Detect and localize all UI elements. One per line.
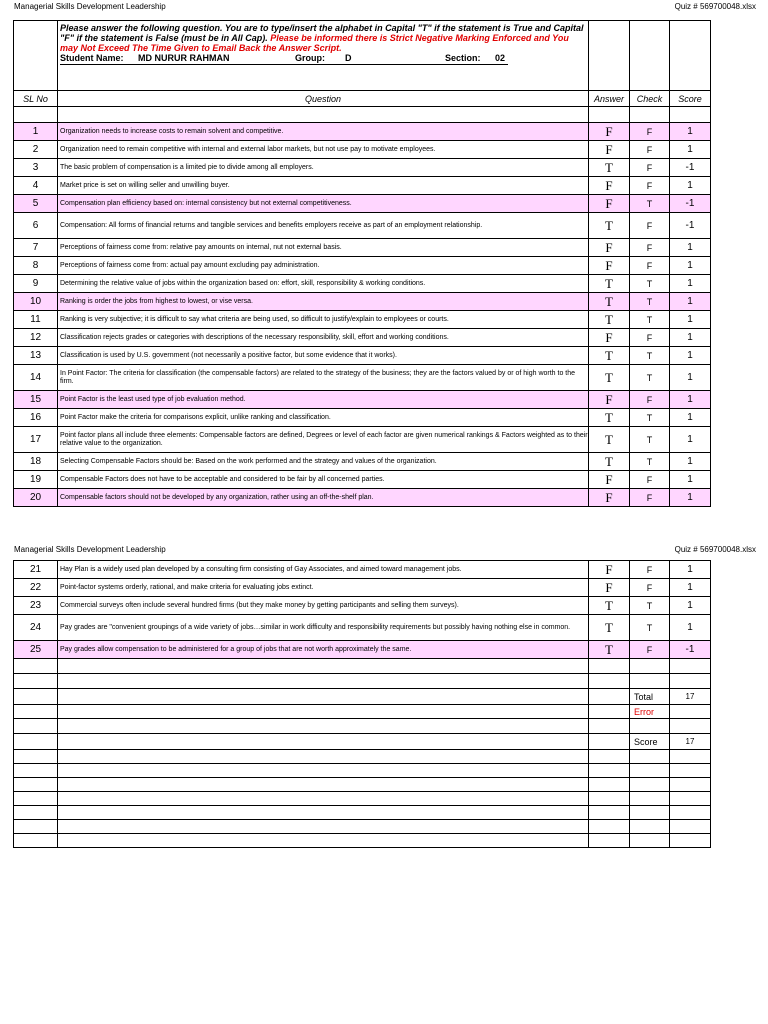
score-value: -1	[670, 213, 711, 239]
answer-field[interactable]: T	[589, 275, 630, 293]
check-value: F	[630, 177, 670, 195]
answer-field[interactable]: F	[589, 123, 630, 141]
check-value: T	[630, 365, 670, 391]
col-score-header: Score	[670, 91, 711, 107]
answer-field[interactable]: F	[589, 579, 630, 597]
check-value: F	[630, 641, 670, 659]
check-value: F	[630, 257, 670, 275]
empty-row	[14, 750, 711, 764]
question-row	[14, 615, 711, 641]
score-value: -1	[670, 195, 711, 213]
check-value: T	[630, 409, 670, 427]
question-number: 14	[14, 365, 58, 391]
section-value: 02	[495, 53, 506, 63]
column-header-row	[14, 91, 711, 107]
question-row	[14, 257, 711, 275]
score-value: 1	[670, 141, 711, 159]
question-text: Point factor plans all include three elements: Compensable factors are defined, Degrees or level of each factor are given numerical rankings & Factors weighted as to their relative value to the organization.	[58, 427, 589, 453]
check-value: F	[630, 579, 670, 597]
check-value: F	[630, 489, 670, 507]
empty-row	[14, 806, 711, 820]
question-row	[14, 489, 711, 507]
score-value: 1	[670, 329, 711, 347]
answer-field[interactable]: T	[589, 453, 630, 471]
question-number: 19	[14, 471, 58, 489]
total-label: Total	[630, 689, 670, 705]
question-row	[14, 365, 711, 391]
score-value: 1	[670, 615, 711, 641]
col-sl-header: SL No	[14, 91, 58, 107]
answer-field[interactable]: T	[589, 213, 630, 239]
question-row	[14, 641, 711, 659]
answer-field[interactable]: F	[589, 141, 630, 159]
answer-field[interactable]: T	[589, 597, 630, 615]
question-number: 23	[14, 597, 58, 615]
score-value: 1	[670, 391, 711, 409]
empty-row	[14, 778, 711, 792]
score-value: 1	[670, 275, 711, 293]
summary-row-total	[14, 689, 711, 705]
summary-row-error	[14, 705, 711, 719]
sheet-title-2: Managerial Skills Development Leadership	[14, 545, 166, 554]
quiz-filename-2: Quiz # 569700048.xlsx	[674, 545, 756, 554]
question-text: Ranking is very subjective; it is difficult to say what criteria are being used, so difficult to justify/explain to employees or courts.	[58, 311, 589, 329]
answer-field[interactable]: F	[589, 561, 630, 579]
question-number: 21	[14, 561, 58, 579]
question-row	[14, 195, 711, 213]
question-number: 20	[14, 489, 58, 507]
answer-field[interactable]: T	[589, 365, 630, 391]
question-number: 7	[14, 239, 58, 257]
question-text: Organization needs to increase costs to remain solvent and competitive.	[58, 123, 589, 141]
question-row	[14, 329, 711, 347]
answer-field[interactable]: F	[589, 257, 630, 275]
question-row	[14, 409, 711, 427]
question-text: Hay Plan is a widely used plan developed by a consulting firm consisting of Gay Associates, and aimed toward management jobs.	[58, 561, 589, 579]
question-number: 17	[14, 427, 58, 453]
question-text: Pay grades are "convenient groupings of a wide variety of jobs…similar in work difficulty and responsibility requirements but possibly having nothing else in common.	[58, 615, 589, 641]
error-label: Error	[630, 705, 670, 719]
question-text: Perceptions of fairness come from: actual pay amount excluding pay administration.	[58, 257, 589, 275]
score-value: 1	[670, 489, 711, 507]
question-row	[14, 213, 711, 239]
score-value: 1	[670, 427, 711, 453]
question-number: 15	[14, 391, 58, 409]
score-value: 1	[670, 409, 711, 427]
quiz-table-page-1	[13, 20, 711, 507]
question-text: Classification rejects grades or categories with descriptions of the necessary responsibility, skill, effort and working conditions.	[58, 329, 589, 347]
score-value: 1	[670, 177, 711, 195]
question-text: Compensable factors should not be developed by any organization, rather using an off-the-shelf plan.	[58, 489, 589, 507]
check-value: T	[630, 195, 670, 213]
question-row	[14, 453, 711, 471]
answer-field[interactable]: T	[589, 311, 630, 329]
question-row	[14, 141, 711, 159]
student-info	[60, 53, 508, 65]
instructions	[58, 21, 588, 53]
score-value: 1	[670, 239, 711, 257]
quiz-filename: Quiz # 569700048.xlsx	[674, 2, 756, 11]
check-value: T	[630, 453, 670, 471]
score-value: 1	[670, 471, 711, 489]
instruction-text: Please answer the following question. You are to type/insert the alphabet in Capital "T" if the statement is True and Capital "F" if the statement is False (must be in All Cap).	[60, 23, 584, 43]
question-row	[14, 561, 711, 579]
empty-row	[14, 719, 711, 734]
answer-field[interactable]: F	[589, 195, 630, 213]
question-row	[14, 427, 711, 453]
quiz-table-page-2	[13, 560, 711, 848]
check-value: F	[630, 329, 670, 347]
check-value: F	[630, 213, 670, 239]
student-name-label: Student Name:	[60, 53, 124, 63]
question-text: Selecting Compensable Factors should be: Based on the work performed and the strategy and values of the organization.	[58, 453, 589, 471]
sheet-title: Managerial Skills Development Leadership	[14, 2, 166, 11]
question-number: 4	[14, 177, 58, 195]
check-value: T	[630, 615, 670, 641]
check-value: T	[630, 275, 670, 293]
group-value: D	[345, 53, 352, 63]
answer-field[interactable]: T	[589, 641, 630, 659]
score-value: 1	[670, 123, 711, 141]
question-row	[14, 177, 711, 195]
question-text: Classification is used by U.S. government (not necessarily a positive factor, but some evidence that it works).	[58, 347, 589, 365]
instruction-cell	[58, 21, 589, 91]
answer-field[interactable]: T	[589, 347, 630, 365]
question-text: Determining the relative value of jobs within the organization based on: effort, skill, responsibility & working conditions.	[58, 275, 589, 293]
answer-field[interactable]: T	[589, 409, 630, 427]
score-value: 17	[670, 734, 711, 750]
score-value: 1	[670, 365, 711, 391]
empty-row	[14, 674, 711, 689]
score-value: 1	[670, 561, 711, 579]
check-value: T	[630, 293, 670, 311]
score-value: 1	[670, 257, 711, 275]
empty-row	[14, 792, 711, 806]
answer-field[interactable]: T	[589, 159, 630, 177]
score-label: Score	[630, 734, 670, 750]
check-value: T	[630, 311, 670, 329]
summary-row-score	[14, 734, 711, 750]
warning-text: Please be informed there is Strict Negative Marking Enforced and You may Not Exceed The Time Given to Email Back the Answer Script.	[60, 33, 569, 53]
score-value: -1	[670, 159, 711, 177]
answer-field[interactable]: T	[589, 293, 630, 311]
question-text: Point-factor systems orderly, rational, and make criteria for evaluating jobs extinct.	[58, 579, 589, 597]
question-row	[14, 239, 711, 257]
question-row	[14, 123, 711, 141]
check-value: T	[630, 427, 670, 453]
question-text: Commercial surveys often include several hundred firms (but they make money by getting participants and selling them surveys).	[58, 597, 589, 615]
check-value: F	[630, 123, 670, 141]
question-row	[14, 471, 711, 489]
question-number: 2	[14, 141, 58, 159]
check-value: T	[630, 347, 670, 365]
question-row	[14, 311, 711, 329]
score-value: 1	[670, 453, 711, 471]
answer-field[interactable]: F	[589, 489, 630, 507]
question-text: Pay grades allow compensation to be administered for a group of jobs that are not worth approximately the same.	[58, 641, 589, 659]
question-text: Compensable Factors does not have to be acceptable and considered to be fair by all concerned parties.	[58, 471, 589, 489]
empty-row	[14, 834, 711, 848]
empty-row	[14, 820, 711, 834]
question-row	[14, 597, 711, 615]
question-text: Perceptions of fairness come from: relative pay amounts on internal, nut not external basis.	[58, 239, 589, 257]
score-value: 1	[670, 579, 711, 597]
empty-row	[14, 764, 711, 778]
score-value: 1	[670, 597, 711, 615]
question-number: 3	[14, 159, 58, 177]
score-value: 1	[670, 311, 711, 329]
question-text: In Point Factor: The criteria for classification (the compensable factors) are related to the strategy of the business; they are the factors valued by or of high worth to the firm.	[58, 365, 589, 391]
question-row	[14, 391, 711, 409]
question-number: 10	[14, 293, 58, 311]
question-number: 11	[14, 311, 58, 329]
question-number: 6	[14, 213, 58, 239]
col-check-header: Check	[630, 91, 670, 107]
answer-field[interactable]: F	[589, 239, 630, 257]
question-number: 9	[14, 275, 58, 293]
empty-row	[14, 659, 711, 674]
question-number: 16	[14, 409, 58, 427]
question-text: Market price is set on willing seller and unwilling buyer.	[58, 177, 589, 195]
question-number: 22	[14, 579, 58, 597]
group-label: Group:	[295, 53, 325, 63]
question-number: 25	[14, 641, 58, 659]
question-text: The basic problem of compensation is a limited pie to divide among all employers.	[58, 159, 589, 177]
check-value: F	[630, 471, 670, 489]
col-question-header: Question	[58, 91, 589, 107]
question-number: 18	[14, 453, 58, 471]
question-text: Compensation plan efficiency based on: internal consistency but not external competitiveness.	[58, 195, 589, 213]
check-value: F	[630, 159, 670, 177]
total-value: 17	[670, 689, 711, 705]
answer-field[interactable]: F	[589, 471, 630, 489]
question-number: 1	[14, 123, 58, 141]
answer-field[interactable]: T	[589, 427, 630, 453]
check-value: F	[630, 561, 670, 579]
score-value: -1	[670, 641, 711, 659]
answer-field[interactable]: F	[589, 177, 630, 195]
question-row	[14, 347, 711, 365]
check-value: F	[630, 141, 670, 159]
question-text: Compensation: All forms of financial returns and tangible services and benefits employers receive as part of an employment relationship.	[58, 213, 589, 239]
question-text: Point Factor is the least used type of job evaluation method.	[58, 391, 589, 409]
question-text: Ranking is order the jobs from highest to lowest, or vise versa.	[58, 293, 589, 311]
question-number: 8	[14, 257, 58, 275]
question-number: 24	[14, 615, 58, 641]
question-row	[14, 159, 711, 177]
col-answer-header: Answer	[589, 91, 630, 107]
answer-field[interactable]: F	[589, 391, 630, 409]
check-value: F	[630, 239, 670, 257]
answer-field[interactable]: T	[589, 615, 630, 641]
question-row	[14, 293, 711, 311]
question-text: Point Factor make the criteria for comparisons explicit, unlike ranking and classification.	[58, 409, 589, 427]
page-header-2	[14, 545, 756, 557]
check-value: T	[630, 597, 670, 615]
score-value: 1	[670, 293, 711, 311]
question-row	[14, 275, 711, 293]
student-name: MD NURUR RAHMAN	[138, 53, 230, 63]
question-text: Organization need to remain competitive with internal and external labor markets, but not use pay to motivate employees.	[58, 141, 589, 159]
question-number: 13	[14, 347, 58, 365]
page-header	[14, 2, 756, 14]
score-value: 1	[670, 347, 711, 365]
question-row	[14, 579, 711, 597]
question-number: 12	[14, 329, 58, 347]
check-value: F	[630, 391, 670, 409]
answer-field[interactable]: F	[589, 329, 630, 347]
section-label: Section:	[445, 53, 481, 63]
question-number: 5	[14, 195, 58, 213]
